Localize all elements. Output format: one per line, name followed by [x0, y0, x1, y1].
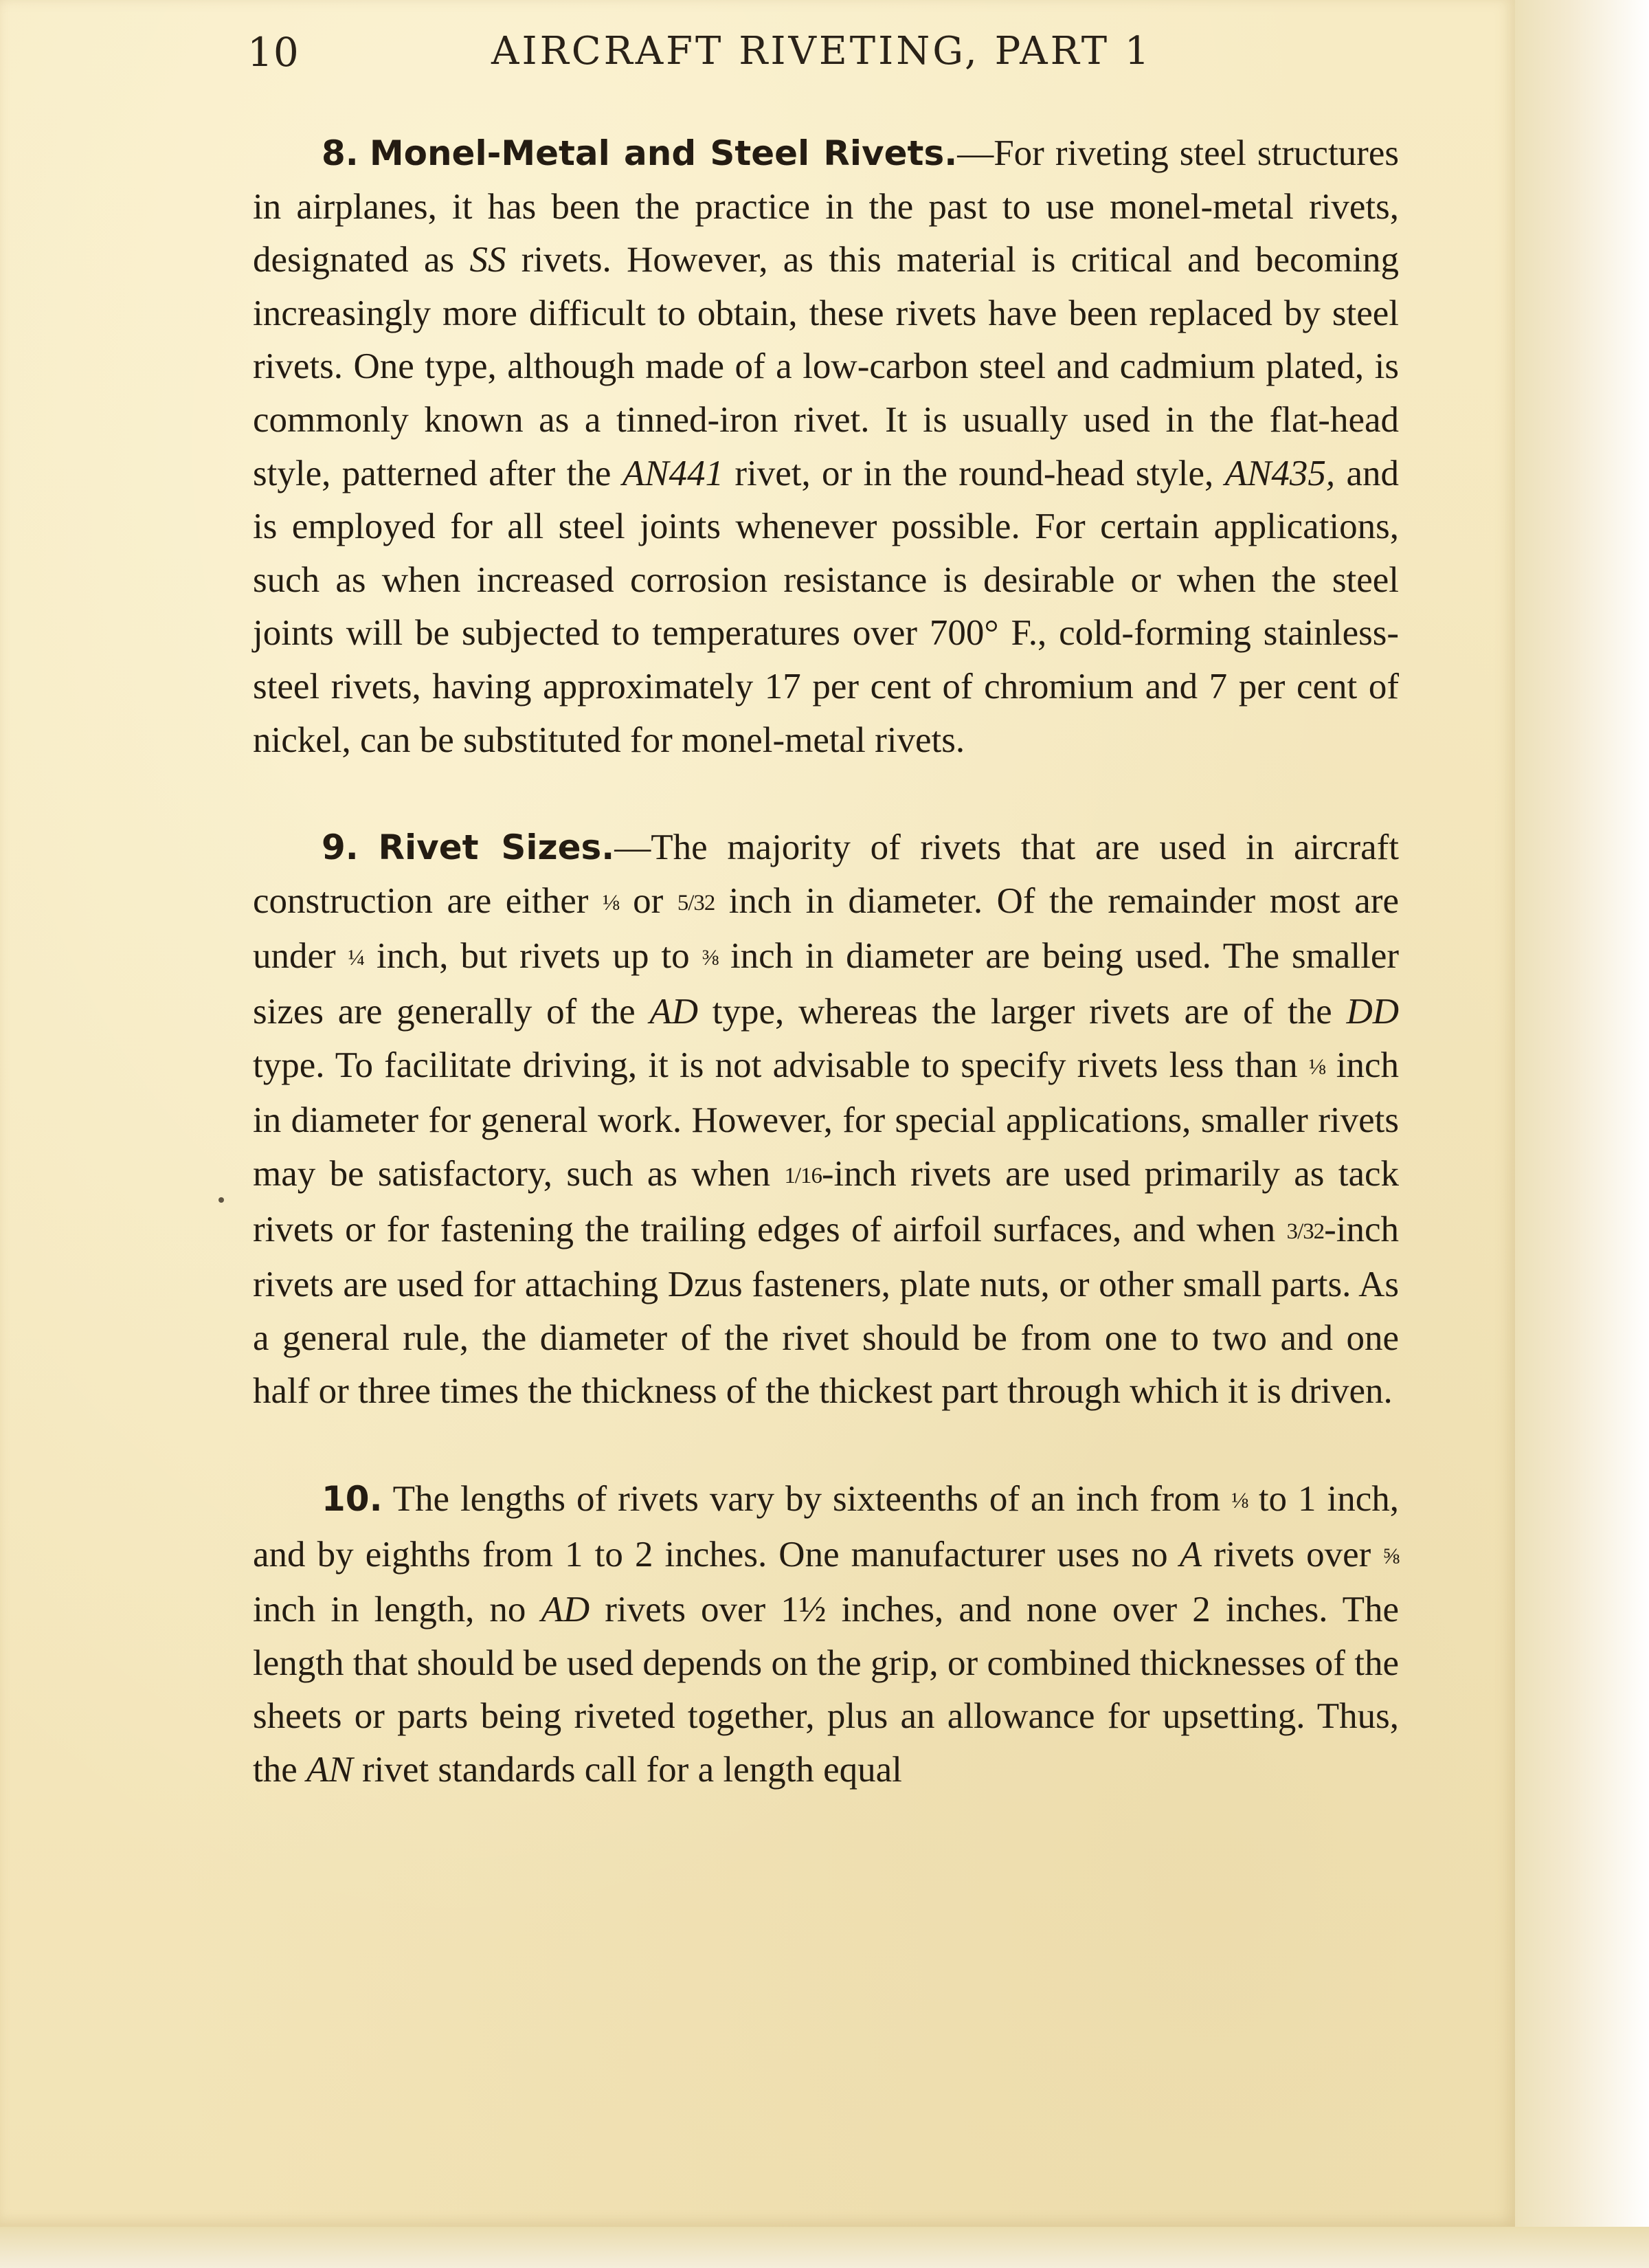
fraction: ⅛: [602, 890, 619, 915]
italic-designation: AN: [306, 1750, 353, 1790]
text-run: -inch rivets are used for attaching Dzus fasteners, plate nuts, or other small parts. As a general rule, the diameter of the rivet should be from one to two and one half or three times the thickness of the thickest part through which it is driven.: [253, 1209, 1399, 1412]
paragraph-number: 8.: [322, 133, 359, 173]
text-run: The lengths of rivets vary by sixteenths of an inch from: [382, 1478, 1232, 1519]
body-text: [253, 127, 1399, 1797]
text-run: inch in diameter for general work. However, for special applications, smaller rivets may be satisfactory, such as when: [253, 1045, 1399, 1194]
text-run: rivets over 1½ inches, and none over 2 inches. The length that should be used depends on the grip, or combined thicknesses of the sheets or parts being riveted together, plus an allowance for upsetting. Thus, the: [253, 1590, 1399, 1790]
text-run: —The majority of rivets that are used in aircraft construction are either: [253, 827, 1400, 921]
paragraph-body: [253, 133, 1399, 760]
paragraph-heading: Rivet Sizes.: [378, 827, 615, 868]
page-number: 10: [247, 29, 300, 76]
fraction: ⅛: [1231, 1489, 1248, 1514]
italic-designation: AD: [541, 1590, 590, 1630]
paragraph-body: [253, 827, 1399, 1411]
text-run: rivets over: [1202, 1534, 1383, 1575]
paragraph-body: [253, 1479, 1399, 1790]
ink-speck: [218, 1197, 224, 1203]
paragraph-10: [253, 1473, 1399, 1797]
text-run: inch in diameter. Of the remainder most are under: [253, 880, 1400, 977]
text-run: inch, but rivets up to: [364, 936, 702, 977]
fraction: 3/32: [1286, 1219, 1325, 1244]
fraction: ⅝: [1382, 1544, 1399, 1569]
italic-designation: AD: [649, 992, 699, 1032]
fraction: 1/16: [784, 1163, 822, 1188]
italic-designation: DD: [1346, 992, 1399, 1032]
italic-designation: A: [1179, 1534, 1202, 1575]
text-run: inch in diameter are being used. The smaller sizes are generally of the: [253, 936, 1400, 1032]
text-run: inch in length, no: [253, 1590, 541, 1630]
text-run: type. To facilitate driving, it is not advisable to specify rivets less than: [253, 1045, 1309, 1085]
scan-margin-bottom: [0, 2227, 1649, 2268]
ink-speck: [1222, 897, 1226, 901]
scan-margin-right: [1515, 0, 1649, 2268]
paragraph-8: [253, 127, 1399, 767]
paragraph-number: 9.: [322, 827, 359, 868]
running-head: [247, 29, 1402, 91]
running-title: AIRCRAFT RIVETING, PART 1: [491, 29, 1152, 74]
paragraph-heading: Monel-Metal and Steel Rivets.: [369, 133, 958, 173]
fraction: ¼: [348, 946, 365, 971]
text-run: or: [618, 880, 677, 921]
text-run: rivets. However, as this material is critical and becoming increasingly more difficult to obtain, these rivets have been replaced by steel rivets. One type, although made of a low-carbon steel and cadmium plated, is commonly known as a tinned-iron rivet. It is usually used in the flat-head style, patterned after the: [253, 240, 1400, 493]
text-run: type, whereas the larger rivets are of the: [698, 992, 1347, 1032]
paragraph-number: 10.: [322, 1478, 383, 1519]
italic-designation: AN441: [622, 453, 723, 493]
paragraph-9: [253, 821, 1399, 1419]
fraction: ⅜: [702, 946, 719, 971]
text-run: —For riveting steel structures in airplanes, it has been the practice in the past to use monel-metal rivets, designated as: [253, 133, 1399, 280]
text-run: to 1 inch, and by eighths from 1 to 2 inches. One manufacturer uses no: [253, 1478, 1399, 1575]
italic-designation: AN435,: [1224, 453, 1336, 493]
text-run: -inch rivets are used primarily as tack rivets or for fastening the trailing edges of airfoil surfaces, and when: [253, 1153, 1399, 1249]
text-run: and is employed for all steel joints whenever possible. For certain applications, such as when increased corrosion resistance is desirable or when the steel joints will be subjected to temperatures over 700° F., cold-forming stainless-steel rivets, having approximately 17 per cent of chromium and 7 per cent of nickel, can be substituted for monel-metal rivets.: [253, 453, 1399, 760]
text-run: rivet standards call for a length equal: [352, 1750, 902, 1790]
fraction: 5/32: [677, 890, 715, 915]
text-run: rivet, or in the round-head style,: [723, 453, 1225, 493]
italic-designation: SS: [469, 240, 506, 280]
fraction: ⅛: [1308, 1054, 1325, 1080]
